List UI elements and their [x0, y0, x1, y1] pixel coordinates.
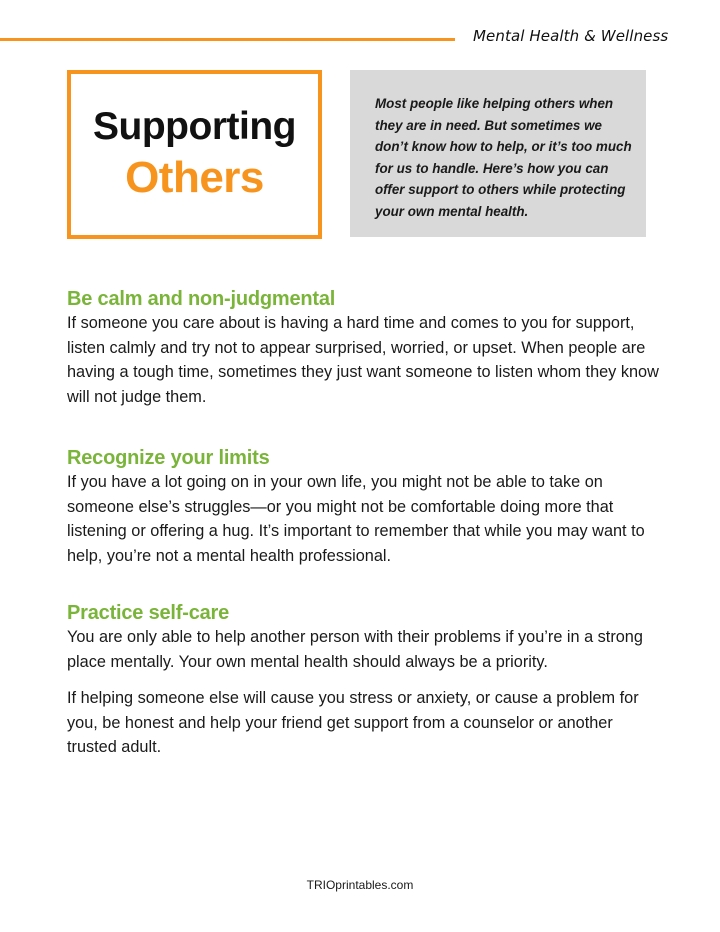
- section-recognize-limits: [67, 446, 667, 568]
- section-heading: Practice self-care: [67, 602, 230, 624]
- section-heading: Be calm and non-judgmental: [67, 288, 336, 310]
- section-be-calm: [67, 287, 667, 409]
- section-paragraph: If you have a lot going on in your own life, you might not be able to take on someone else’s struggles—or you might not be comfortable doing more that listening or offering a hug. It’s important to remember that while you may want to help, you’re not a mental health professional.: [67, 473, 645, 565]
- section-paragraph: If someone you care about is having a hard time and comes to you for support, listen calmly and try not to appear surprised, worried, or upset. When people are having a tough time, sometimes they just want someone to listen whom they know will not judge them.: [67, 314, 659, 406]
- section-self-care: [67, 601, 667, 760]
- title-box: [67, 70, 322, 239]
- section-paragraph: You are only able to help another person with their problems if you’re in a strong place mentally. Your own mental health should always be a priority.: [67, 628, 643, 671]
- intro-text: Most people like helping others when they are in need. But sometimes we don’t know how to help, or it’s too much for us to handle. Here’s how you can offer support to others while protecting your own mental health.: [375, 96, 632, 219]
- section-paragraph: If helping someone else will cause you stress or anxiety, or cause a problem for you, be honest and help your friend get support from a counselor or another trusted adult.: [67, 689, 639, 756]
- page-title-line2: Others: [125, 153, 264, 202]
- page-title-line1: Supporting: [93, 105, 296, 148]
- intro-box: [350, 70, 646, 237]
- section-label: Mental Health & Wellness: [473, 27, 669, 45]
- header-rule: [0, 38, 455, 41]
- section-heading: Recognize your limits: [67, 447, 270, 469]
- footer-site-link: TRIOprintables.com: [306, 878, 414, 892]
